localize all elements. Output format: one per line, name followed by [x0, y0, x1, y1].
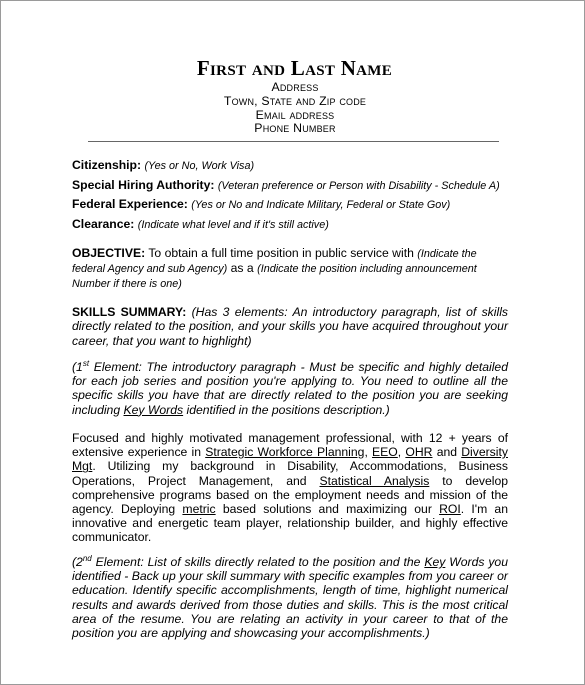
element-2-number: (2 [72, 555, 83, 569]
objective-text-2: as a [230, 261, 254, 275]
citizenship-label: Citizenship: [72, 158, 142, 172]
element-2-paragraph [72, 555, 508, 640]
profile-text-1: Focused and highly motivated management professional, with 12 + years of extensive experience in [72, 431, 508, 460]
roi-link[interactable]: ROI [439, 502, 461, 517]
eeo-link[interactable]: EEO [372, 445, 398, 460]
profile-comma-2: , [397, 445, 402, 460]
profile-paragraph [72, 431, 508, 545]
address: Address [271, 80, 319, 94]
element-2-superscript: nd [82, 553, 92, 563]
element-1-superscript: st [82, 358, 90, 368]
profile-text-8: . I'm an innovative and energetic team player, relationship builder, and highly effective communicator. [72, 502, 508, 545]
objective-label: OBJECTIVE: [72, 246, 146, 260]
full-name: First and Last Name [196, 56, 393, 80]
skills-summary-intro: (Has 3 elements: An introductory paragraph, list of skills directly related to the position, and your skills you have acquired throughout your career, that you want to highlight) [72, 305, 508, 348]
element-1-paragraph [72, 360, 508, 417]
element-1-end: identified in the positions description.) [186, 402, 390, 417]
profile-text-6: to develop comprehensive programs based on the employment needs and mission of the agency. Deploying [72, 473, 509, 517]
objective-section [72, 246, 508, 291]
objective-agency-note: (Indicate the federal Agency and sub Agency) [72, 248, 477, 275]
federal-experience-line [72, 195, 508, 215]
key-link[interactable]: Key [424, 555, 446, 569]
element-2-section [72, 555, 508, 640]
profile-text-5: . Utilizing my background in Disability, Accommodations, Business Operations, Project Management, and [72, 459, 508, 488]
citizenship-value: (Yes or No, Work Visa) [144, 160, 255, 172]
objective-text-1: To obtain a full time position in public service with [148, 246, 414, 260]
header-divider [88, 141, 499, 142]
statistical-analysis-link[interactable]: Statistical Analysis [319, 473, 430, 488]
strategic-workforce-planning-link[interactable]: Strategic Workforce Planning [205, 445, 365, 460]
objective-paragraph [72, 246, 508, 291]
email-address: Email address [255, 107, 335, 122]
citizenship-line [72, 156, 508, 176]
element-2-text-2: Words you identified - Back up your skill summary with specific examples from you career or education. Identify specific accomplishments, length of time, highlight numerical results and awards derived from those duties and skills. This is the most critical area of the resume. You are relating an activity in your career to that of the position you are applying and showcasing your accomplishments.) [72, 555, 508, 641]
clearance-line [72, 215, 508, 235]
phone-number: Phone Number [254, 121, 336, 136]
metric-link[interactable]: metric [182, 502, 216, 517]
skills-section [72, 305, 508, 348]
skills-summary-paragraph [72, 305, 508, 348]
skills-summary-label: SKILLS SUMMARY: [72, 305, 187, 319]
info-section [72, 156, 508, 235]
hiring-authority-label: Special Hiring Authority: [72, 177, 215, 192]
ohr-link[interactable]: OHR [405, 445, 433, 460]
element-2-text-1: Element: List of skills directly related to the position and the [95, 555, 421, 569]
hiring-authority-value: (Veteran preference or Person with Disability - Schedule A) [217, 179, 500, 192]
element-1-text: Element: The introductory paragraph - Must be specific and highly detailed for each job series and position you're applying to. You need to outline all the specific skills you have that are directly related to the position you are seeking including [72, 360, 508, 417]
key-words-link[interactable]: Key Words [123, 402, 184, 417]
element-1-section [72, 360, 508, 417]
federal-experience-value: (Yes or No and Indicate Military, Federal or State Gov) [191, 199, 451, 212]
clearance-label: Clearance: [72, 217, 135, 232]
town-state-zip: Town, State and Zip code [223, 93, 367, 108]
profile-and: and [436, 445, 458, 460]
profile-section [72, 431, 508, 545]
element-1-number: (1 [72, 360, 83, 374]
objective-position-note: (Indicate the position including announcement Number if there is one) [72, 263, 477, 290]
resume-header [0, 56, 585, 136]
profile-comma-1: , [364, 445, 368, 460]
clearance-value: (Indicate what level and if it's still active) [137, 219, 329, 232]
hiring-authority-line [72, 176, 508, 196]
federal-experience-label: Federal Experience: [72, 197, 188, 212]
profile-text-7: based solutions and maximizing our [222, 502, 432, 517]
diversity-mgt-link[interactable]: Diversity Mgt [72, 445, 508, 474]
